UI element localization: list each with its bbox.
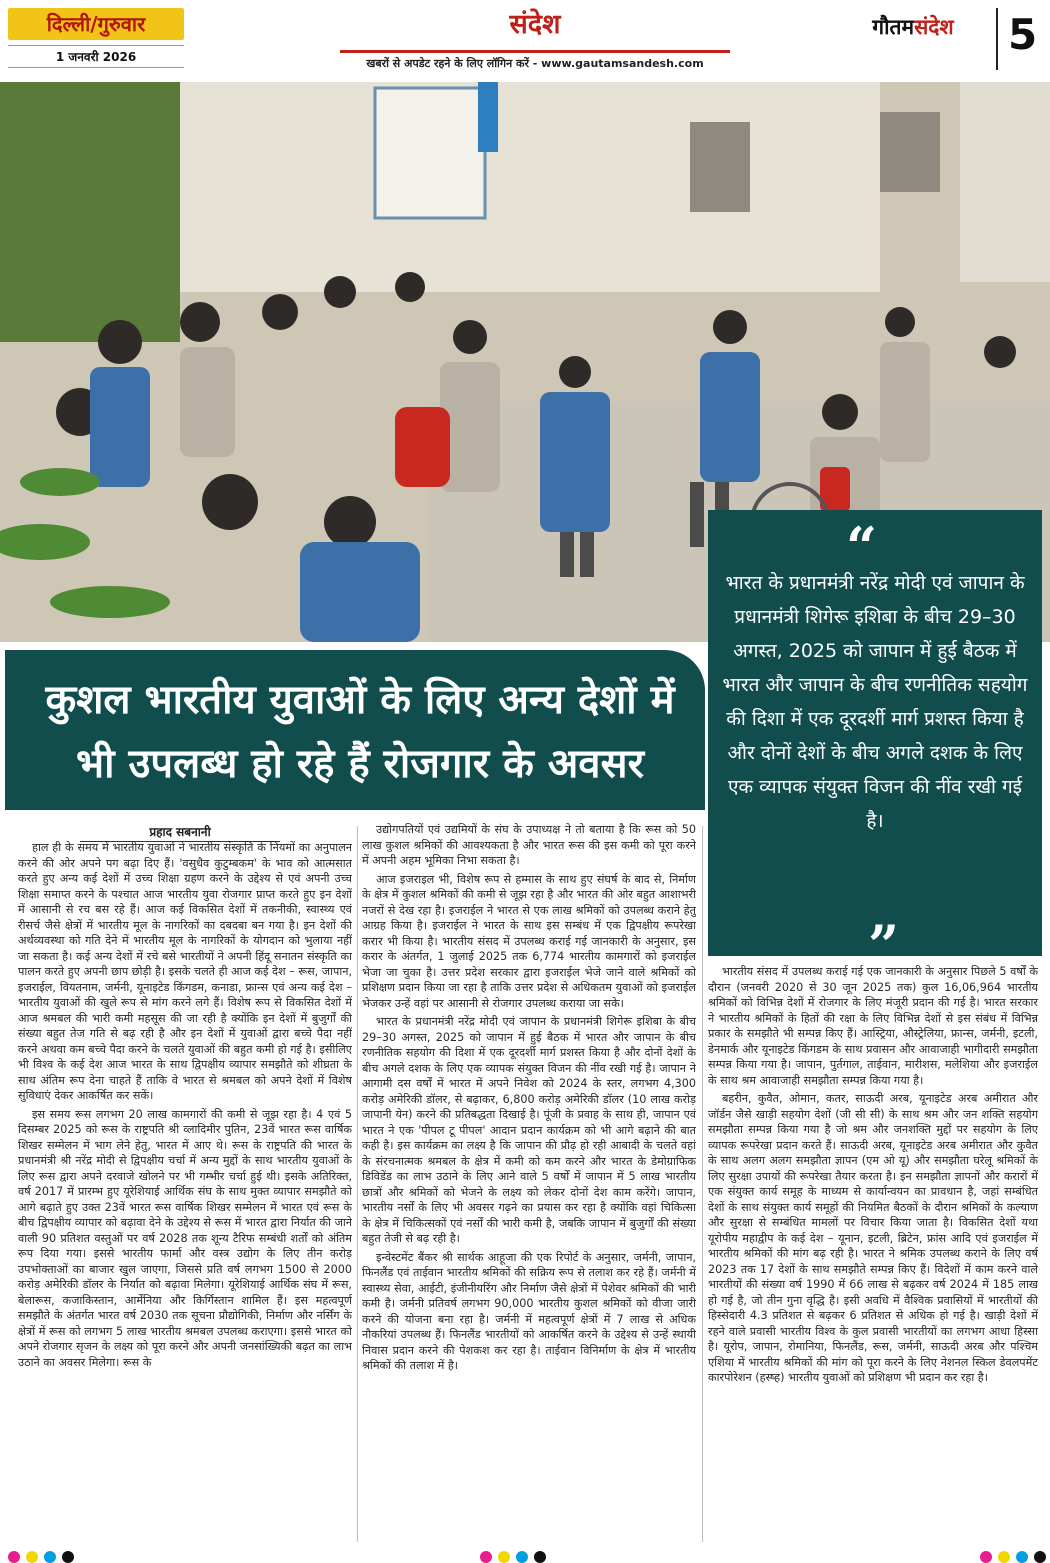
author-byline: प्रहाद सबनानी — [80, 823, 280, 842]
registration-dot — [516, 1551, 528, 1563]
registration-dot — [998, 1551, 1010, 1563]
pull-quote-text: भारत के प्रधानमंत्री नरेंद्र मोदी एवं जापान के प्रधानमंत्री शिगेरू इशिबा के बीच 29–30 अगस्त, 2025 को जापान में हुई बैठक में भारत और जापान के बीच रणनीतिक सहयोग की दिशा में एक दूरदर्शी मार्ग प्रशस्त किया है और दोनों देशों के बीच अगले दशक के लिए एक व्यापक संयुक्त विजन की नींव रखी गई है। — [722, 572, 1028, 832]
website-tagline: खबरों से अपडेट रहने के लिए लॉगिन करें - www.gautamsandesh.com — [340, 50, 730, 71]
paragraph: भारत के प्रधानमंत्री नरेंद्र मोदी एवं जापान के प्रधानमंत्री शिगेरू इशिबा के बीच 29–30 अगस्त, 2025 को जापान में हुई बैठक में भारत और जापान के बीच रणनीतिक सहयोग की दिशा में एक दूरदर्शी मार्ग प्रशस्त किया है और दोनों देशों के बीच अगले दशक के लिए एक व्यापक संयुक्त विजन की नींव रखी गई है। जापान ने आगामी दस वर्षों में भारत में अपने निवेश को 2024 के स्तर, लगभग 4,300 करोड़ अमेरिकी डॉलर, से बढ़ाकर, 6,800 करोड़ अमेरिकी डॉलर (10 लाख करोड़ जापानी येन) करने की प्रतिबद्धता दिखाई है। पूंजी के प्रवाह के साथ ही, जापान एवं भारत ने एक 'पीपल टू पीपल' आदान प्रदान कार्यक्रम को भी आगे बढ़ाने की बात कही है। इस कार्यक्रम का लक्ष्य है कि जापान की प्रौढ़ हो रही आबादी के चलते वहां के संरचनात्मक श्रमबल के क्षेत्र में कमी को कम करने और भारत के डेमोग्राफिक डिविडेंड का लाभ उठाने के लिए आने वाले 5 वर्षों में जापान में 5 लाख भारतीय छात्रों और श्रमिकों को भेजने के लक्ष्य को लेकर दोनों देश काम करेंगे। जापान, भारतीय नर्सों के लिए भी अवसर गढ़ने का प्रयास कर रहा है क्योंकि वहां चिकित्सा के क्षेत्र में चिकित्सकों एवं नर्सों की भारी कमी है, जबकि जापान में बुजुर्गों की संख्या बहुत तेजी से बढ़ रही है। — [362, 1015, 696, 1245]
paragraph: हाल ही के समय में भारतीय युवाओं ने भारतीय संस्कृति के नियमों का अनुपालन करने की ओर अपने पग बढ़ा दिए हैं। 'वसुधैव कुटुम्बकम' के भाव को आत्मसात करते हुए अन्य कई देशों में उच्च शिक्षा ग्रहण करने के उद्देश्य से एवं अपनी उच्च शिक्षा समाप्त करने के पश्चात आज भारतीय युवा रोजगार प्राप्त करते हुए इन देशों में आसानी से रच बस रहे हैं। आज कई विकसित देशों में तकनीकी, स्वास्थ्य एवं रीसर्च जैसे क्षेत्रों में भारतीय मूल के नागरिकों का दबदबा बन गया है। इन देशों की अर्थव्यवस्था को गति देने में भारतीय मूल के नागरिकों के योगदान को भुलाया नहीं जा सकता है। कई अन्य देशों में रचे बसे भारतीयों ने अपनी हिंदू सनातन संस्कृति का पालन करते हुए अपनी छाप छोड़ी है। इसके चलते ही आज कई देश – रूस, जापान, इजराईल, वियतनाम, जर्मनी, यूनाइटेड किंगडम, कनाडा, फ्रान्स एवं अन्य कई देश – भारतीय युवाओं की खुले रूप से मांग करने लगे हैं। विशेष रूप से विकसित देशों में आज श्रमबल की भारी कमी महसूस की जा रही है क्योंकि इन देशों में बुजुर्गों की संख्या बहुत तेज गति से बढ़ रही है और इन देशों में युवाओं द्वारा बच्चे पैदा नहीं करने अथवा कम बच्चे पैदा करने के चलते युवाओं की बहुत कमी हो गई है। इसीलिए भी विश्व के कई देश आज भारत के साथ द्विपक्षीय व्यापार समझौते को शीघ्रता के साथ अंतिम रूप देना चाहते हैं ताकि वे भारत से श्रमबल को अपने देशों में विशेष सुविधाएं देकर आकर्षित कर सकें। — [18, 841, 352, 1102]
edition-box — [8, 8, 184, 68]
paragraph: आज इजराइल भी, विशेष रूप से हम्मास के साथ हुए संघर्ष के बाद से, निर्माण के क्षेत्र में कुशल श्रमिकों की कमी से जूझ रहा है और भारत की ओर बहुत आशाभरी नजरों से देख रहा है। इजराईल ने भारत से एक लाख श्रमिकों को उपलब्ध कराने हेतु आग्रह किया है। इजराईल ने भारत के साथ इस सम्बंध में एक द्विपक्षीय रूपरेखा करार भी किया है। भारतीय संसद में उपलब्ध कराई गई जानकारी के अनुसार, इस करार के अंतर्गत, 1 जुलाई 2025 तक 6,774 भारतीय कामगारों को इजराईल भेजा जा चुका है। उत्तर प्रदेश सरकार द्वारा इजराईल भेजे जाने वाले श्रमिकों को प्रशिक्षण प्रदान किया जा रहा है ताकि उत्तर प्रदेश से अधिकतम युवाओं को इजराईल भेजकर उन्हें वहां पर आसानी से रोजगार उपलब्ध कराया जा सके। — [362, 872, 696, 1010]
column-rule — [357, 826, 358, 1542]
quote-close-icon: ” — [868, 913, 900, 977]
newspaper-logo — [838, 14, 988, 66]
registration-dot — [1034, 1551, 1046, 1563]
registration-dot — [498, 1551, 510, 1563]
registration-dot — [8, 1551, 20, 1563]
registration-dot — [480, 1551, 492, 1563]
headline-line-1: कुशल भारतीय युवाओं के लिए अन्य देशों में — [45, 677, 675, 723]
main-headline — [5, 650, 705, 810]
article-column-2 — [362, 822, 696, 1542]
registration-marks — [8, 1551, 74, 1563]
paragraph: इस समय रूस लगभग 20 लाख कामगारों की कमी से जूझ रहा है। 4 एवं 5 दिसम्बर 2025 को रूस के राष्ट्रपति श्री व्लादिमीर पुतिन, 23वें भारत रूस वार्षिक शिखर सम्मेलन में भाग लेने हेतु, भारत में आए थे। रूस के राष्ट्रपति की भारत के प्रधानमंत्री श्री नरेंद्र मोदी से द्विपक्षीय चर्चा में अन्य मुद्दों के साथ भारतीय युवाओं के लिए रूस द्वारा अपने दरवाजे खोलने पर भी गम्भीर चर्चा हुई थी। इसके अतिरिक्त, वर्ष 2017 में प्रारम्भ हुए यूरेशियाई आर्थिक संघ के साथ मुक्त व्यापार समझौते को आगे बढ़ाते हुए उक्त 23वें भारत रूस वार्षिक शिखर सम्मेलन में भारत एवं रूस के बीच द्विपक्षीय व्यापार को बढ़ावा देने के उद्देश्य से रूस में भारत द्वारा निर्यात की जाने वाली 90 प्रतिशत वस्तुओं पर वर्ष 2028 तक शून्य टैरिफ सम्बंधी शर्तों को अंतिम रूप दिया गया। इससे भारतीय फार्मा और वस्त्र उद्योग के लिए तीन करोड़ उपभोक्ताओं का बाजार खुल जाएगा, जिससे प्रति वर्ष लगभग 1500 से 2000 करोड़ अमेरिकी डॉलर के निर्यात को बढ़ावा मिलेगा। यूरेशियाई आर्थिक संघ में रूस, बेलारूस, कजाकिस्तान, आर्मेनिया और किर्गिस्तान शामिल हैं। इस महत्वपूर्ण समझौते के अंतर्गत भारत वर्ष 2030 तक सूचना प्रौद्योगिकी, निर्माण और नर्सिंग के क्षेत्रों में रूस को लगभग 5 लाख भारतीय श्रमबल उपलब्ध कराएगा। इससे भारत को अपने रोजगार सृजन के लक्ष्य को पूरा करने और अपनी जनसांख्यिकी बढ़त का लाभ उठाने का अवसर मिलेगा। रूस के — [18, 1107, 352, 1369]
headline-line-2: भी उपलब्ध हो रहे हैं रोजगार के अवसर — [76, 741, 644, 787]
quote-open-icon: “ — [846, 515, 878, 579]
paragraph: उद्योगपतियों एवं उद्यमियों के संघ के उपाध्यक्ष ने तो बताया है कि रूस को 50 लाख कुशल श्रमिकों की आवश्यकता है और भारत रूस की इस कमी को पूरा करने में अपनी अहम भूमिका निभा सकता है। — [362, 823, 696, 867]
registration-dot — [534, 1551, 546, 1563]
logo-text-part2: संदेश — [914, 15, 954, 39]
paragraph: बहरीन, कुवैत, ओमान, कतर, साऊदी अरब, यूनाइटेड अरब अमीरात और जॉर्डन जैसे खाड़ी सहयोग देशों (जी सी सी) के साथ श्रम और जन शक्ति सहयोग समझौता सम्पन्न किया गया है जो श्रम और जनशक्ति मुद्दों पर सहयोग के लिए व्यापक रूपरेखा प्रदान करते हैं। साऊदी अरब, यूनाइटेड अरब अमीरात और कुवैत के साथ अलग अलग समझौता ज्ञापन (एम ओ यू) और समझौता घरेलू श्रमिकों के लिए सुरक्षा उपायों की रूपरेखा तैयार करता है। इन समझौता ज्ञापनों और करारों में एक संयुक्त कार्य समूह के माध्यम से कार्यान्वयन का प्रावधान है, जहां सम्बंधित देशों के साथ संयुक्त कार्य समूहों की नियमित बैठकों के दौरान श्रमिकों के कल्याण और सुरक्षा से सम्बंधित मामलों पर विचार किया जाता है। विकसित देशों यथा यूरोपीय महाद्वीप के कई देश – यूनान, इटली, ब्रिटेन, फ्रांस आदि एवं इजराईल में भारतीय श्रमिकों की मांग बढ़ रही है। भारत ने श्रमिक उपलब्ध कराने के लिए वर्ष 2023 तक 17 देशों के साथ समझौते सम्पन्न किए हैं। विदेशों में काम करने वाले भारतीयों की संख्या वर्ष 1990 में 66 लाख से बढ़कर वर्ष 2024 में 185 लाख हो गई है, जो तीन गुना वृद्धि है। इसी अवधि में वैश्विक प्रवासियों में भारतीयों की हिस्सेदारी 4.3 प्रतिशत से बढ़कर 6 प्रतिशत से अधिक हो गई है। खाड़ी देशों में रहने वाले प्रवासी भारतीय विश्व के कुल प्रवासी भारतीयों का लगभग आधा हिस्सा है। यूरोप, जापान, रोमानिया, फिनलैंड, रूस, जर्मनी, साऊदी अरब और पश्चिम एशिया में भारतीय श्रमिकों की मांग को पूरा करने के लिए नेशनल स्किल डेवलपमेंट कारपोरेशन (हस्ष्ह) भारतीय युवाओं को प्रशिक्षण भी प्रदान कर रहा है। — [708, 1092, 1038, 1384]
registration-dot — [26, 1551, 38, 1563]
article-column-3 — [708, 964, 1038, 1542]
edition-date: 1 जनवरी 2026 — [8, 45, 184, 68]
section-title: संदेश — [509, 9, 561, 40]
edition-city-day: दिल्ली/गुरुवार — [8, 8, 184, 40]
masthead-divider — [996, 8, 998, 70]
registration-dot — [980, 1551, 992, 1563]
article-column-1 — [18, 840, 352, 1542]
column-rule — [702, 826, 703, 1542]
page-number: 5 — [1008, 10, 1038, 59]
registration-dot — [44, 1551, 56, 1563]
registration-dot — [62, 1551, 74, 1563]
registration-dot — [1016, 1551, 1028, 1563]
masthead — [0, 0, 1050, 82]
logo-text-part1: गौतम — [872, 15, 915, 39]
paragraph: इन्वेस्टमेंट बैंकर श्री सार्थक आहूजा की एक रिपोर्ट के अनुसार, जर्मनी, जापान, फिनलैंड एवं ताईवान भारतीय श्रमिकों की सक्रिय रूप से तलाश कर रहे हैं। जर्मनी में स्वास्थ्य सेवा, आईटी, इंजीनीयरिंग और निर्माण जैसे क्षेत्रों में पेशेवर श्रमिकों की भारी कमी है। जर्मनी प्रतिवर्ष लगभग 90,000 भारतीय कुशल श्रमिकों को वीजा जारी करने की योजना बना रहा है। जर्मनी में महत्वपूर्ण क्षेत्रों में 7 लाख से अधिक नौकरियां उपलब्ध हैं। फिनलैंड भारतीयों को आकर्षित करने के उद्देश्य से उन्हें स्थायी निवास प्रदान करने की पेशकश कर रहा है। ताईवान विनिर्माण के क्षेत्र में भारतीय श्रमिकों की तलाश में है। — [362, 1250, 696, 1372]
paragraph: भारतीय संसद में उपलब्ध कराई गई एक जानकारी के अनुसार पिछले 5 वर्षों के दौरान (जनवरी 2020 से 30 जून 2025 तक) कुल 16,06,964 भारतीय श्रमिकों को विभिन्न देशों में रोजगार के लिए मंजूरी प्रदान की गई है। भारत सरकार ने भारतीय श्रमिकों के हितों की रक्षा के लिए विभिन्न देशों से इस संबंध में विभिन्न प्रकार के समझौते भी सम्पन्न किए हैं। आस्ट्रिया, औस्ट्रेलिया, फ्रान्स, जर्मनी, इटली, डेनमार्क और यूनाइटेड किंगडम के साथ प्रवासन और आवाजाही भागीदारी समझौता सम्पन्न किया गया है। जापान, पुर्तगाल, ताईवान, मारीशस, मलेशिया और इजराईल के साथ श्रम आवाजाही समझौता सम्पन्न किया गया है। — [708, 965, 1038, 1087]
pull-quote-box — [708, 510, 1042, 977]
registration-marks — [480, 1551, 546, 1563]
registration-marks — [980, 1551, 1046, 1563]
